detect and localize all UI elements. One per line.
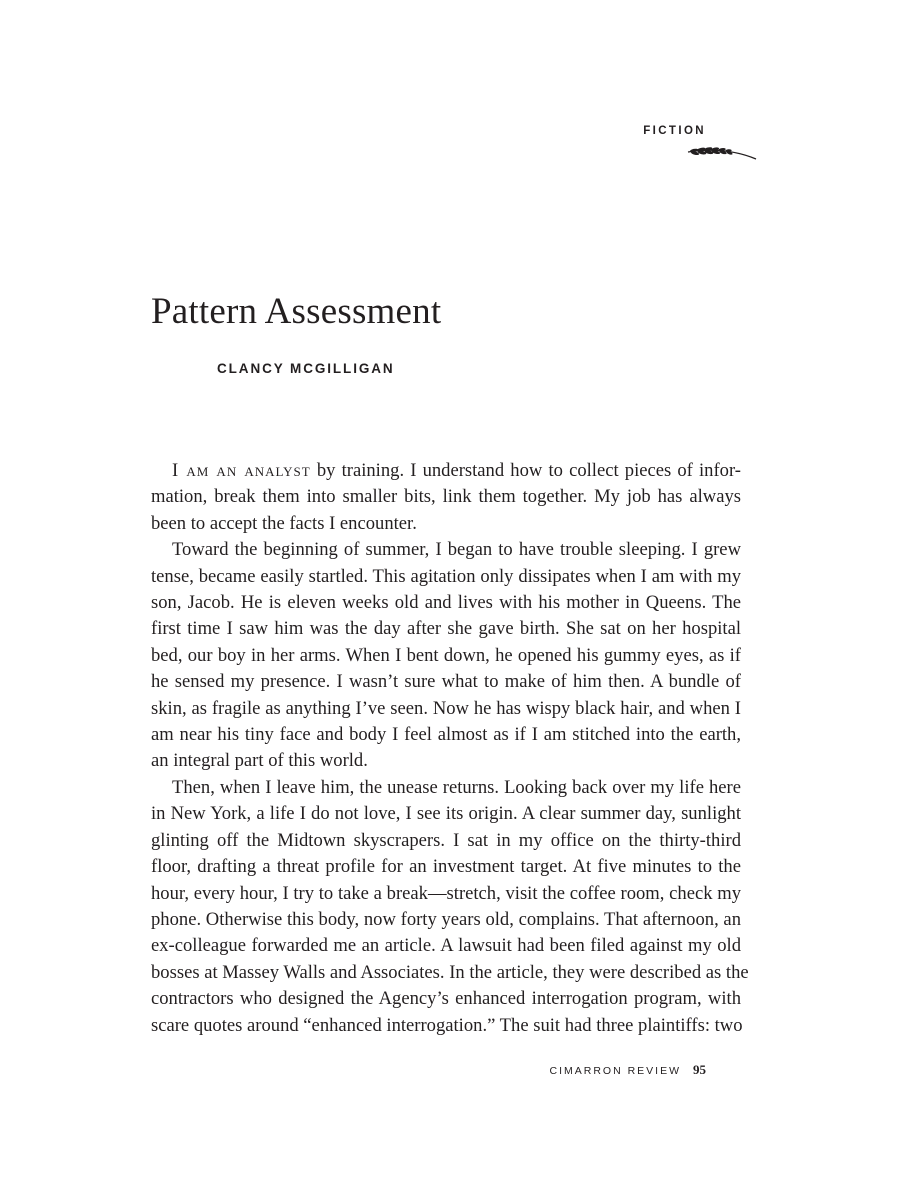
body-line-text: by training. I understand how to collect pieces of infor-: [310, 460, 741, 481]
body-line: skin, as fragile as anything I’ve seen. Now he has wispy black hair, and when I: [151, 697, 741, 719]
body-line: phone. Otherwise this body, now forty years old, complains. That afternoon, an: [151, 908, 741, 930]
article-body: [151, 458, 749, 1039]
page-footer: [500, 1062, 706, 1078]
body-line: son, Jacob. He is eleven weeks old and lives with his mother in Queens. The: [151, 592, 741, 614]
body-line: first time I saw him was the day after she gave birth. She sat on her hospital: [151, 618, 741, 640]
body-line: bosses at Massey Walls and Associates. In the article, they were described as the: [151, 961, 749, 983]
body-line: Then, when I leave him, the unease returns. Looking back over my life here: [172, 776, 741, 798]
opening-smallcaps: I am an analyst: [172, 460, 311, 481]
body-line: contractors who designed the Agency’s enhanced interrogation program, with: [151, 988, 741, 1010]
author-byline: CLANCY MCGILLIGAN: [217, 361, 395, 376]
body-line: am near his tiny face and body I feel almost as if I am stitched into the earth,: [151, 724, 741, 746]
body-line: been to accept the facts I encounter.: [151, 512, 417, 534]
body-line: ex-colleague forwarded me an article. A lawsuit had been filed against my old: [151, 935, 741, 957]
body-line: floor, drafting a threat profile for an investment target. At five minutes to the: [151, 856, 741, 878]
body-line: hour, every hour, I try to take a break—stretch, visit the coffee room, check my: [151, 882, 741, 904]
body-line: an integral part of this world.: [151, 750, 368, 772]
journal-name: CIMARRON REVIEW: [549, 1065, 681, 1077]
article-title: Pattern Assessment: [151, 291, 442, 332]
page-number: 95: [693, 1062, 706, 1077]
body-line: Toward the beginning of summer, I began to have trouble sleeping. I grew: [172, 539, 741, 561]
body-line: tense, became easily startled. This agitation only dissipates when I am with my: [151, 565, 741, 587]
body-line: [151, 458, 741, 484]
body-line: mation, break them into smaller bits, link them together. My job has always: [151, 486, 741, 508]
body-line: bed, our boy in her arms. When I bent down, he opened his gummy eyes, as if: [151, 644, 741, 666]
body-line: glinting off the Midtown skyscrapers. I sat in my office on the thirty-third: [151, 829, 741, 851]
body-line: scare quotes around “enhanced interrogation.” The suit had three plaintiffs: two: [151, 1014, 743, 1036]
body-line: in New York, a life I do not love, I see its origin. A clear summer day, sunlight: [151, 803, 741, 825]
body-line: he sensed my presence. I wasn’t sure what to make of him then. A bundle of: [151, 671, 741, 693]
wheat-sprig-icon: [686, 140, 758, 162]
section-label: FICTION: [643, 125, 706, 137]
